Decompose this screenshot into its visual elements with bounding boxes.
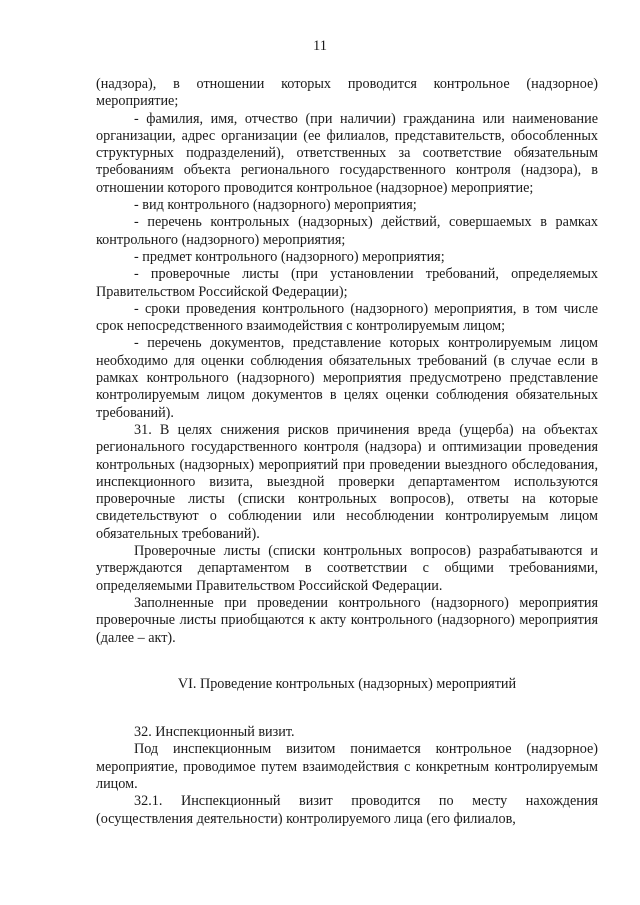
paragraph: 32. Инспекционный визит.: [134, 724, 295, 741]
page-number: 11: [313, 38, 327, 54]
paragraph: - перечень документов, представление которых контролируемым лицом необходимо для оценки соблюдения обязательных требований (в случае если в рамках контрольного (надзорного) мероприятия предусмотрено представление контролируемым лицом документов в целях оценки соблюдения обязательных требований).: [96, 335, 598, 421]
paragraph: 32.1. Инспекционный визит проводится по месту нахождения (осуществления деятельности) контролируемого лица (его филиалов,: [96, 793, 598, 827]
paragraph: - сроки проведения контрольного (надзорного) мероприятия, в том числе срок непосредственного взаимодействия с контролируемым лицом;: [96, 300, 598, 335]
paragraph: Заполненные при проведении контрольного (надзорного) мероприятия проверочные листы приобщаются к акту контрольного (надзорного) мероприятия (далее – акт).: [96, 594, 598, 646]
paragraph: - вид контрольного (надзорного) мероприятия;: [134, 197, 417, 214]
paragraph: Проверочные листы (списки контрольных вопросов) разрабатываются и утверждаются департаментом в соответствии с общими требованиями, определяемыми Правительством Российской Федерации.: [96, 543, 598, 594]
paragraph: - предмет контрольного (надзорного) мероприятия;: [134, 248, 445, 265]
paragraph: 31. В целях снижения рисков причинения вреда (ущерба) на объектах регионального государственного контроля (надзора) и оптимизации проведения контрольных (надзорных) мероприятий при проведении выездного обследования, инспекционного визита, выездной проверки департаментом используются проверочные листы (списки контрольных вопросов), ответы на которые свидетельствуют о соблюдении или несоблюдении контролируемым лицом обязательных требований).: [96, 421, 598, 542]
paragraph: (надзора), в отношении которых проводится контрольное (надзорное) мероприятие;: [96, 76, 598, 110]
paragraph: - перечень контрольных (надзорных) действий, совершаемых в рамках контрольного (надзорного) мероприятия;: [96, 214, 598, 248]
document-body: [96, 76, 598, 828]
paragraph: - проверочные листы (при установлении требований, определяемых Правительством Российской Федерации);: [96, 266, 598, 300]
paragraph: - фамилия, имя, отчество (при наличии) гражданина или наименование организации, адрес организации (ее филиалов, представительств, обособленных структурных подразделений), ответственных за соответствие обязательным требованиям объекта регионального государственного контроля (надзора), в отношении которого проводится контрольное (надзорное) мероприятие;: [96, 110, 598, 196]
section-heading: VI. Проведение контрольных (надзорных) мероприятий: [177, 675, 517, 692]
paragraph: Под инспекционным визитом понимается контрольное (надзорное) мероприятие, проводимое путем взаимодействия с конкретным контролируемым лицом.: [96, 741, 598, 792]
